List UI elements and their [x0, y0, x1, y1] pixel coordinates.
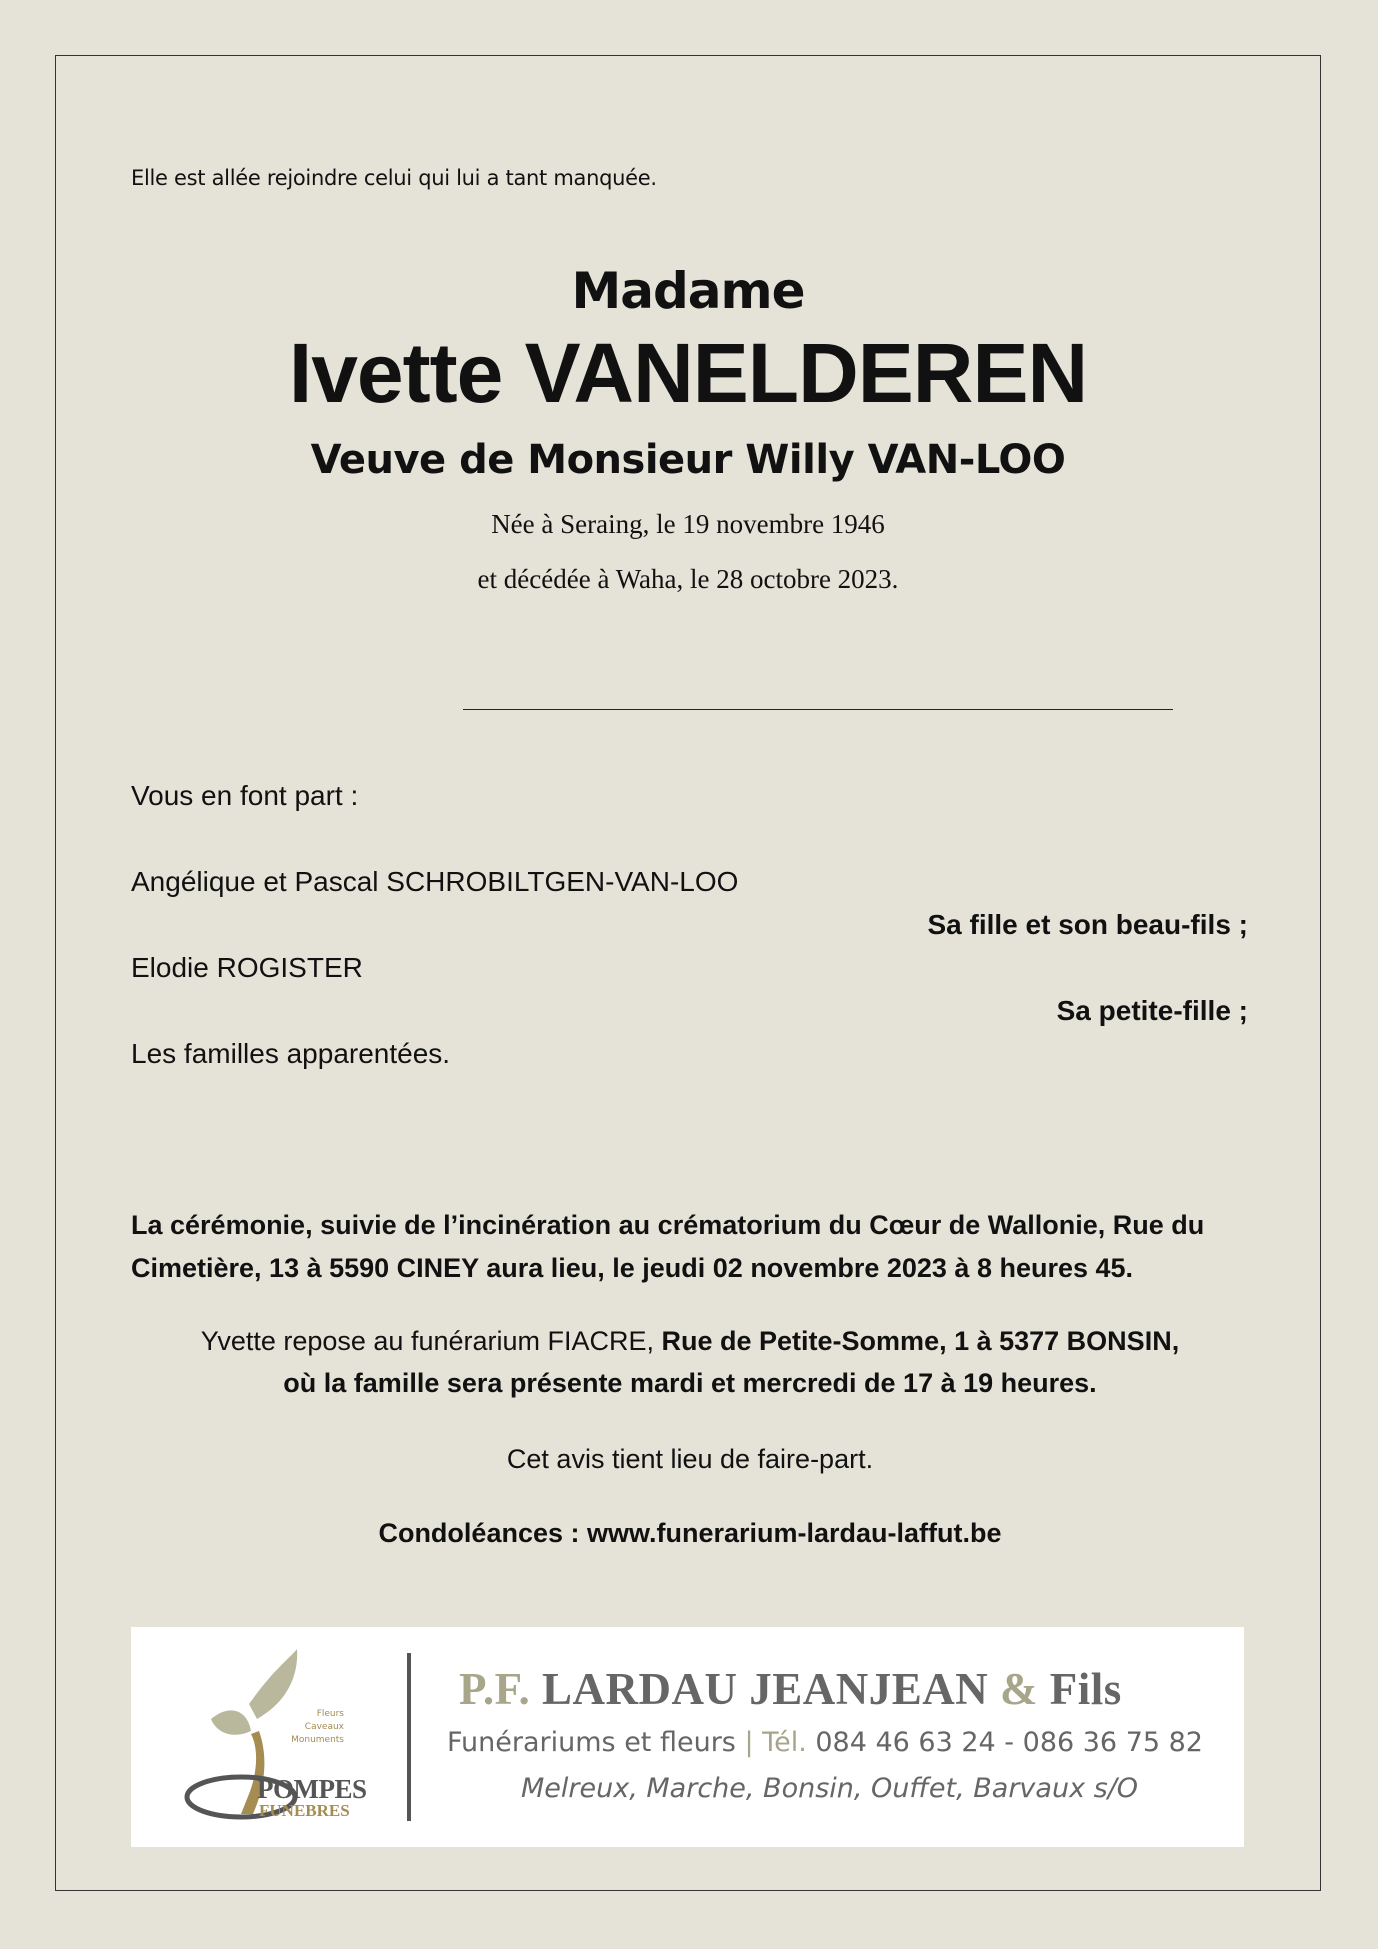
- family-member-relation: Sa petite-fille ;: [1056, 995, 1248, 1026]
- logo-word-funebres: FUNEBRES: [259, 1801, 350, 1820]
- announcement-intro: Vous en font part :: [131, 780, 359, 811]
- family-member-relation: Sa fille et son beau-fils ;: [927, 909, 1248, 940]
- firm-services: Funérariums et fleurs | Tél. 084 46 63 24 - 086 36 75 82: [447, 1727, 1203, 1758]
- banner-divider: [407, 1653, 411, 1821]
- logo-word-pompes: POMPES: [257, 1774, 367, 1804]
- logo-tagline-2: Caveaux: [304, 1722, 344, 1732]
- family-member-name: Elodie ROGISTER: [131, 952, 363, 983]
- widow-of: Veuve de Monsieur Willy VAN-LOO: [310, 437, 1066, 483]
- honorific: Madame: [571, 262, 805, 320]
- tel-label: Tél.: [762, 1727, 807, 1758]
- related-families: Les familles apparentées.: [131, 1038, 451, 1069]
- birth-line: Née à Seraing, le 19 novembre 1946: [491, 509, 885, 539]
- family-member-name: Angélique et Pascal SCHROBILTGEN-VAN-LOO: [131, 866, 739, 897]
- notice: Cet avis tient lieu de faire-part.: [506, 1444, 874, 1474]
- firm-ampersand: &: [1000, 1664, 1038, 1714]
- firm-fils: Fils: [1049, 1664, 1122, 1714]
- firm-main-name: LARDAU JEANJEAN: [541, 1664, 989, 1714]
- firm-name: [459, 1663, 1122, 1715]
- family-presence: où la famille sera présente mardi et mercredi de 17 à 19 heures.: [283, 1368, 1097, 1398]
- firm-pf: P.F.: [459, 1664, 531, 1714]
- services-label: Funérariums et fleurs: [447, 1727, 736, 1758]
- firm-locations: Melreux, Marche, Bonsin, Ouffet, Barvaux s/O: [521, 1773, 1139, 1804]
- divider: [463, 709, 1173, 710]
- ceremony-details: La cérémonie, suivie de l’incinération au crématorium du Cœur de Wallonie, Rue du Cimetière, 13 à 5590 CINEY aura lieu, le jeudi 02 novembre 2023 à 8 heures 45.: [131, 1210, 1205, 1283]
- repose-details: [131, 1320, 1249, 1404]
- death-line: et décédée à Waha, le 28 octobre 2023.: [477, 564, 899, 594]
- repose-prefix: Yvette repose au funérarium FIACRE,: [200, 1326, 662, 1356]
- deceased-name: Ivette VANELDEREN: [288, 326, 1088, 420]
- epigraph: Elle est allée rejoindre celui qui lui a tant manquée.: [131, 166, 657, 190]
- logo-tagline-3: Monuments: [291, 1735, 344, 1745]
- condolences-link[interactable]: Condoléances : www.funerarium-lardau-laffut.be: [378, 1518, 1002, 1548]
- funeral-home-banner: [131, 1627, 1244, 1847]
- phone-numbers[interactable]: 084 46 63 24 - 086 36 75 82: [815, 1727, 1203, 1758]
- pompes-funebres-logo: [179, 1649, 389, 1829]
- repose-address: Rue de Petite-Somme, 1 à 5377 BONSIN,: [661, 1326, 1180, 1356]
- logo-tagline-1: Fleurs: [316, 1709, 344, 1719]
